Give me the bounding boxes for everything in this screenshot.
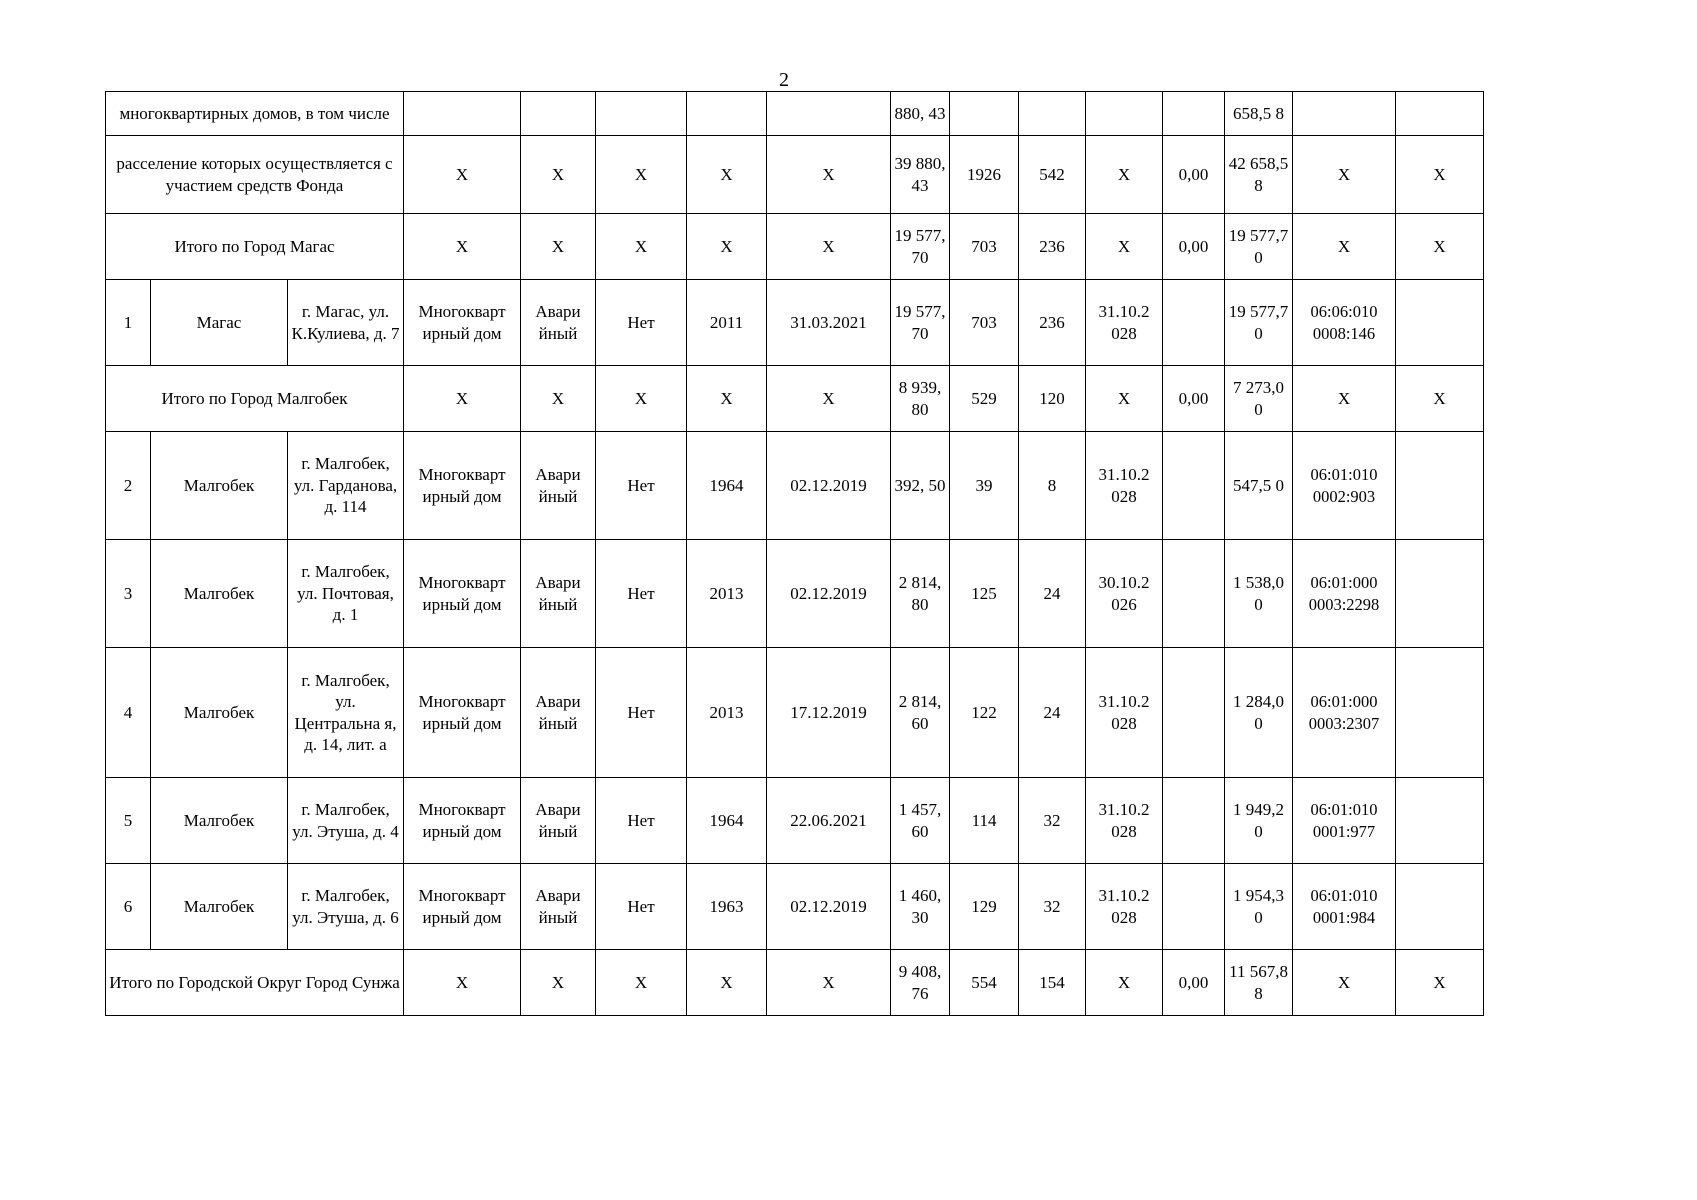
cell-date: X xyxy=(767,950,891,1016)
cell-year: 1963 xyxy=(687,864,767,950)
cell-address: г. Малгобек, ул. Гарданова, д. 114 xyxy=(288,432,404,540)
cell-year: 2013 xyxy=(687,540,767,648)
cell-cost: 658,5 8 xyxy=(1225,92,1293,136)
cell-num: 2 xyxy=(106,432,151,540)
cell-type: Многокварт ирный дом xyxy=(404,778,521,864)
cell-year: 1964 xyxy=(687,778,767,864)
cell-year xyxy=(687,92,767,136)
cell-num: 3 xyxy=(106,540,151,648)
cell-residents: 129 xyxy=(950,864,1019,950)
cell-address: г. Магас, ул. К.Кулиева, д. 7 xyxy=(288,280,404,366)
row-label: Итого по Город Малгобек xyxy=(106,366,404,432)
cell-area-total: 2 814, 80 xyxy=(891,540,950,648)
cell-cadastral: 06:06:010 0008:146 xyxy=(1293,280,1396,366)
cell-year: X xyxy=(687,366,767,432)
cell-deadline: 31.10.2 028 xyxy=(1086,648,1163,778)
cell-zero xyxy=(1163,280,1225,366)
cell-cost: 1 284,0 0 xyxy=(1225,648,1293,778)
cell-type: Многокварт ирный дом xyxy=(404,280,521,366)
cell-state xyxy=(521,92,596,136)
cell-address: г. Малгобек, ул. Почтовая, д. 1 xyxy=(288,540,404,648)
cell-zero: 0,00 xyxy=(1163,214,1225,280)
cell-type: Многокварт ирный дом xyxy=(404,432,521,540)
cell-type: X xyxy=(404,950,521,1016)
cell-city: Малгобек xyxy=(151,778,288,864)
cell-cost: 11 567,8 8 xyxy=(1225,950,1293,1016)
cell-apartments: 8 xyxy=(1019,432,1086,540)
cell-residents: 122 xyxy=(950,648,1019,778)
cell-apartments: 32 xyxy=(1019,778,1086,864)
cell-city: Малгобек xyxy=(151,648,288,778)
cell-deadline: 31.10.2 028 xyxy=(1086,864,1163,950)
row-label: расселение которых осуществляется с участием средств Фонда xyxy=(106,136,404,214)
cell-extra: Нет xyxy=(596,280,687,366)
cell-type: Многокварт ирный дом xyxy=(404,540,521,648)
cell-cadastral: X xyxy=(1293,136,1396,214)
cell-apartments xyxy=(1019,92,1086,136)
cell-cost: 19 577,7 0 xyxy=(1225,280,1293,366)
cell-city: Малгобек xyxy=(151,432,288,540)
cell-city: Малгобек xyxy=(151,540,288,648)
cell-last: X xyxy=(1396,950,1484,1016)
cell-zero xyxy=(1163,864,1225,950)
table-row xyxy=(106,540,1484,648)
row-label: Итого по Город Магас xyxy=(106,214,404,280)
cell-date: 02.12.2019 xyxy=(767,432,891,540)
cell-deadline: 30.10.2 026 xyxy=(1086,540,1163,648)
cell-cadastral: 06:01:000 0003:2298 xyxy=(1293,540,1396,648)
cell-year: X xyxy=(687,950,767,1016)
cell-date: 31.03.2021 xyxy=(767,280,891,366)
cell-deadline: X xyxy=(1086,214,1163,280)
cell-apartments: 24 xyxy=(1019,648,1086,778)
cell-date: X xyxy=(767,214,891,280)
cell-residents: 554 xyxy=(950,950,1019,1016)
cell-address: г. Малгобек, ул. Центральна я, д. 14, лит. а xyxy=(288,648,404,778)
cell-cadastral: X xyxy=(1293,366,1396,432)
cell-date: 02.12.2019 xyxy=(767,540,891,648)
row-label: многоквартирных домов, в том числе xyxy=(106,92,404,136)
table-row xyxy=(106,92,1484,136)
cell-area-total: 9 408, 76 xyxy=(891,950,950,1016)
cell-year: 2011 xyxy=(687,280,767,366)
cell-cost: 1 949,2 0 xyxy=(1225,778,1293,864)
cell-num: 6 xyxy=(106,864,151,950)
cell-date: 22.06.2021 xyxy=(767,778,891,864)
cell-residents: 703 xyxy=(950,214,1019,280)
cell-state: X xyxy=(521,136,596,214)
subtotal-row xyxy=(106,136,1484,214)
cell-deadline: X xyxy=(1086,136,1163,214)
cell-residents: 114 xyxy=(950,778,1019,864)
cell-extra: Нет xyxy=(596,432,687,540)
cell-last xyxy=(1396,778,1484,864)
cell-residents xyxy=(950,92,1019,136)
cell-num: 4 xyxy=(106,648,151,778)
cell-zero xyxy=(1163,432,1225,540)
table-row xyxy=(106,648,1484,778)
cell-apartments: 236 xyxy=(1019,214,1086,280)
cell-extra: Нет xyxy=(596,778,687,864)
table-row xyxy=(106,864,1484,950)
cell-zero xyxy=(1163,92,1225,136)
cell-extra: Нет xyxy=(596,648,687,778)
table-row xyxy=(106,432,1484,540)
cell-last xyxy=(1396,280,1484,366)
cell-state: X xyxy=(521,214,596,280)
cell-last xyxy=(1396,648,1484,778)
row-label: Итого по Городской Округ Город Сунжа xyxy=(106,950,404,1016)
cell-cost: 1 538,0 0 xyxy=(1225,540,1293,648)
cell-cadastral: 06:01:000 0003:2307 xyxy=(1293,648,1396,778)
cell-area-total: 19 577, 70 xyxy=(891,214,950,280)
cell-apartments: 120 xyxy=(1019,366,1086,432)
cell-cadastral: 06:01:010 0001:984 xyxy=(1293,864,1396,950)
cell-area-total: 1 460, 30 xyxy=(891,864,950,950)
cell-cadastral: X xyxy=(1293,214,1396,280)
cell-zero: 0,00 xyxy=(1163,950,1225,1016)
cell-type: X xyxy=(404,366,521,432)
cell-address: г. Малгобек, ул. Этуша, д. 4 xyxy=(288,778,404,864)
cell-last: X xyxy=(1396,214,1484,280)
cell-state: Авари йный xyxy=(521,540,596,648)
cell-cost: 7 273,0 0 xyxy=(1225,366,1293,432)
cell-date: 02.12.2019 xyxy=(767,864,891,950)
cell-zero xyxy=(1163,648,1225,778)
cell-type: Многокварт ирный дом xyxy=(404,864,521,950)
cell-extra xyxy=(596,92,687,136)
cell-num: 1 xyxy=(106,280,151,366)
cell-deadline: 31.10.2 028 xyxy=(1086,432,1163,540)
cell-apartments: 24 xyxy=(1019,540,1086,648)
cell-cost: 42 658,5 8 xyxy=(1225,136,1293,214)
cell-cost: 1 954,3 0 xyxy=(1225,864,1293,950)
cell-residents: 1926 xyxy=(950,136,1019,214)
cell-city: Малгобек xyxy=(151,864,288,950)
cell-last xyxy=(1396,432,1484,540)
cell-state: Авари йный xyxy=(521,864,596,950)
cell-extra: X xyxy=(596,366,687,432)
cell-area-total: 19 577, 70 xyxy=(891,280,950,366)
table-row xyxy=(106,280,1484,366)
cell-last xyxy=(1396,864,1484,950)
cell-cadastral: 06:01:010 0002:903 xyxy=(1293,432,1396,540)
cell-zero xyxy=(1163,540,1225,648)
cell-cost: 19 577,7 0 xyxy=(1225,214,1293,280)
subtotal-row xyxy=(106,214,1484,280)
cell-last: X xyxy=(1396,136,1484,214)
cell-area-total: 8 939, 80 xyxy=(891,366,950,432)
cell-date: 17.12.2019 xyxy=(767,648,891,778)
cell-deadline xyxy=(1086,92,1163,136)
cell-cost: 547,5 0 xyxy=(1225,432,1293,540)
cell-apartments: 32 xyxy=(1019,864,1086,950)
cell-num: 5 xyxy=(106,778,151,864)
cell-extra: X xyxy=(596,136,687,214)
cell-apartments: 542 xyxy=(1019,136,1086,214)
cell-date xyxy=(767,92,891,136)
cell-last xyxy=(1396,540,1484,648)
cell-type: Многокварт ирный дом xyxy=(404,648,521,778)
cell-year: 2013 xyxy=(687,648,767,778)
cell-extra: X xyxy=(596,950,687,1016)
cell-date: X xyxy=(767,136,891,214)
cell-deadline: X xyxy=(1086,366,1163,432)
cell-zero: 0,00 xyxy=(1163,136,1225,214)
cell-state: Авари йный xyxy=(521,280,596,366)
cell-last xyxy=(1396,92,1484,136)
cell-zero xyxy=(1163,778,1225,864)
cell-date: X xyxy=(767,366,891,432)
table-row xyxy=(106,778,1484,864)
cell-cadastral: 06:01:010 0001:977 xyxy=(1293,778,1396,864)
cell-residents: 529 xyxy=(950,366,1019,432)
cell-type xyxy=(404,92,521,136)
cell-extra: Нет xyxy=(596,540,687,648)
cell-year: 1964 xyxy=(687,432,767,540)
cell-state: Авари йный xyxy=(521,778,596,864)
cell-area-total: 392, 50 xyxy=(891,432,950,540)
cell-area-total: 880, 43 xyxy=(891,92,950,136)
cell-residents: 39 xyxy=(950,432,1019,540)
cell-extra: Нет xyxy=(596,864,687,950)
cell-type: X xyxy=(404,214,521,280)
cell-deadline: 31.10.2 028 xyxy=(1086,778,1163,864)
cell-state: X xyxy=(521,950,596,1016)
cell-apartments: 236 xyxy=(1019,280,1086,366)
cell-deadline: 31.10.2 028 xyxy=(1086,280,1163,366)
subtotal-row xyxy=(106,950,1484,1016)
cell-year: X xyxy=(687,214,767,280)
cell-extra: X xyxy=(596,214,687,280)
subtotal-row xyxy=(106,366,1484,432)
cell-city: Магас xyxy=(151,280,288,366)
cell-state: Авари йный xyxy=(521,648,596,778)
cell-type: X xyxy=(404,136,521,214)
cell-year: X xyxy=(687,136,767,214)
cell-address: г. Малгобек, ул. Этуша, д. 6 xyxy=(288,864,404,950)
cell-deadline: X xyxy=(1086,950,1163,1016)
cell-residents: 703 xyxy=(950,280,1019,366)
cell-cadastral: X xyxy=(1293,950,1396,1016)
cell-zero: 0,00 xyxy=(1163,366,1225,432)
cell-apartments: 154 xyxy=(1019,950,1086,1016)
resettlement-table xyxy=(105,91,1484,1016)
cell-cadastral xyxy=(1293,92,1396,136)
cell-residents: 125 xyxy=(950,540,1019,648)
cell-state: Авари йный xyxy=(521,432,596,540)
cell-last: X xyxy=(1396,366,1484,432)
cell-area-total: 39 880, 43 xyxy=(891,136,950,214)
cell-area-total: 1 457, 60 xyxy=(891,778,950,864)
cell-area-total: 2 814, 60 xyxy=(891,648,950,778)
cell-state: X xyxy=(521,366,596,432)
page-number: 2 xyxy=(779,69,789,91)
